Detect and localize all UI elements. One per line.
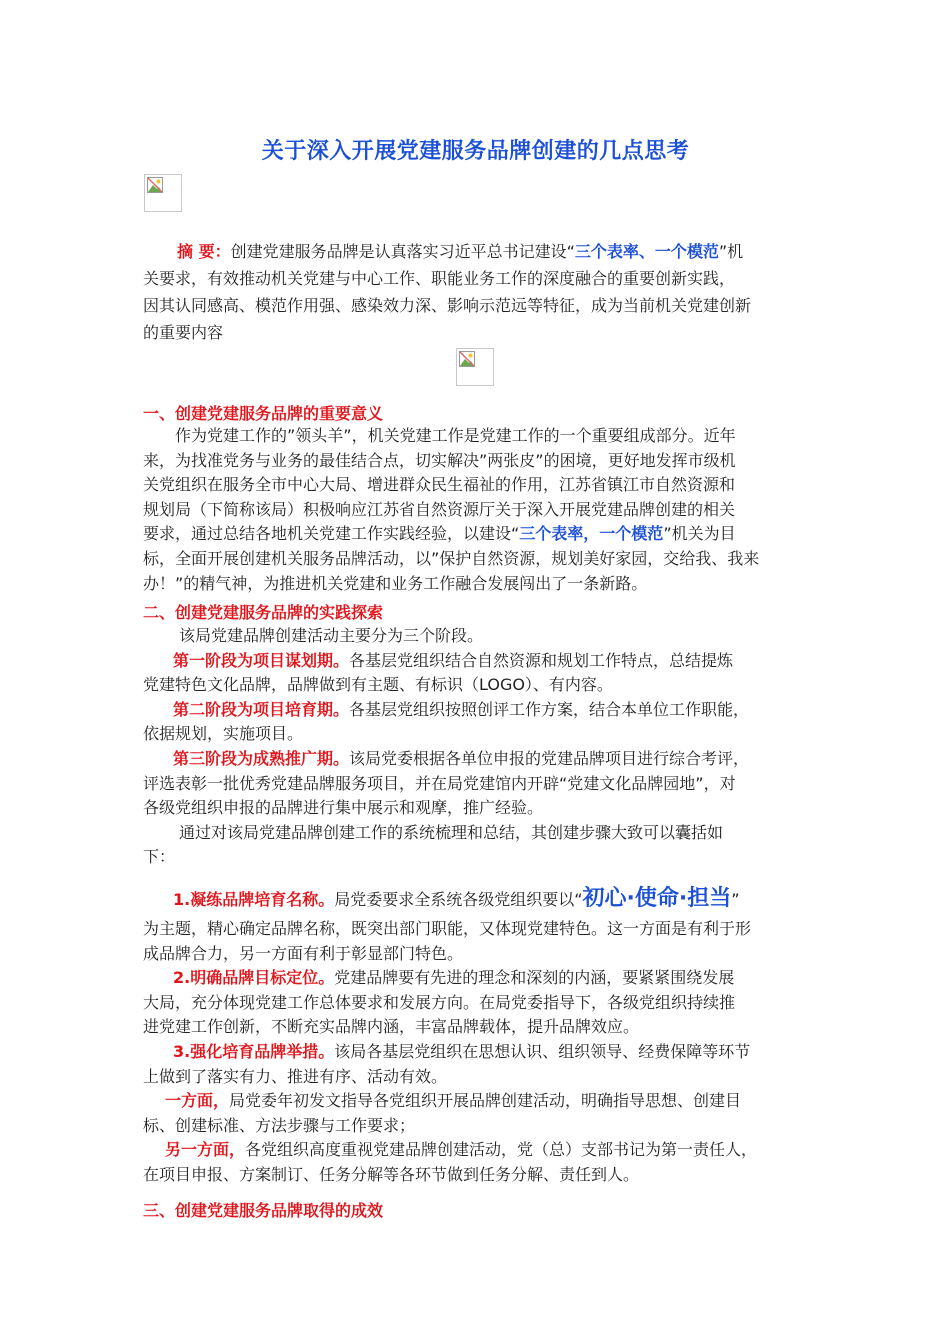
abstract-highlight: 三个表率、一个模范 — [574, 242, 719, 261]
section2-heading: 二、创建党建服务品牌的实践探索 — [143, 603, 384, 622]
abstract-line: 因其认同感高、模范作用强、感染效力深、影响示范远等特征，成为当前机关党建创新 — [143, 296, 752, 315]
steps-body: 1.凝练品牌培育名称。局党委要求全系统各级党组织要以“初心·使命·担当” 为主题，精心确定品牌名称，既突出部门职能，又体现党建特色。这一方面是有利于形 成品牌合力，另一方面有利于彰显部门特色。 2.明确品牌目标定位。党建品牌要有先进的理念和深刻的内涵，要紧紧围绕发展 大局，充分体现党建工作总体要求和发展方向。在局党委指导下，各级党组织持续推 进党建工作创新，不断充实品牌内涵，丰富品牌载体，提升品牌效应。 3.强化培育品牌举措。该局各基层党组织在思想认识、组织领导、经费保障等环节 上做到了落实有力、推进有序、活动有效。 一方面，局党委年初发文指导各党组织开展品牌创建活动，明确指导思想、创建目 标、创建标准、方法步骤与工作要求； 另一方面，各党组织高度重视党建品牌创建活动，党（总）支部书记为第一责任人， 在项目申报、方案制订、任务分解等各环节做到任务分解、责任到人。 — [143, 886, 758, 1184]
section2-body: 该局党建品牌创建活动主要分为三个阶段。 第一阶段为项目谋划期。各基层党组织结合自然资源和规划工作特点，总结提炼 党建特色文化品牌，品牌做到有主题、有标识（LOGO）、有内容。 第二阶段为项目培育期。各基层党组织按照创评工作方案，结合本单位工作职能， 依据规划，实施项目。 第三阶段为成熟推广期。该局党委根据各单位申报的党建品牌项目进行综合考评， 评选表彰一批优秀党建品牌服务项目，并在局党建馆内开辟“党建文化品牌园地”，对 各级党组织申报的品牌进行集中展示和观摩，推广经验。 通过对该局党建品牌创建工作的系统梳理和总结，其创建步骤大致可以囊括如 下： — [143, 626, 750, 867]
aspect-a-label: 一方面， — [165, 1091, 230, 1111]
abstract-line: 的重要内容 — [143, 323, 224, 342]
step1-label: 1.凝练品牌培育名称。 — [173, 890, 335, 909]
step2-label: 2.明确品牌目标定位。 — [173, 968, 335, 988]
broken-image-icon — [456, 348, 494, 386]
aspect-b-label: 另一方面， — [165, 1140, 246, 1160]
section1-heading: 一、创建党建服务品牌的重要意义 — [143, 404, 384, 423]
abstract-line: 关要求，有效推动机关党建与中心工作、职能业务工作的深度融合的重要创新实践， — [143, 269, 736, 288]
section3-heading: 三、创建党建服务品牌取得的成效 — [143, 1201, 384, 1220]
image-placeholder-glyph — [459, 351, 475, 367]
image-placeholder-glyph — [147, 177, 163, 193]
section1-highlight: 三个表率，一个模范 — [519, 524, 664, 544]
abstract-text: 创建党建服务品牌是认真落实习近平总书记建设“ — [230, 242, 575, 261]
step3-label: 3.强化培育品牌举措。 — [173, 1041, 335, 1061]
abstract-label: 摘 要： — [177, 242, 231, 261]
step1-highlight: 初心·使命·担当 — [582, 886, 732, 911]
stage2-label: 第二阶段为项目培育期。 — [173, 699, 350, 719]
document-title: 关于深入开展党建服务品牌创建的几点思考 — [261, 139, 690, 164]
section1-body: 作为党建工作的”领头羊”，机关党建工作是党建工作的一个重要组成部分。近年 来，为找准党务与业务的最佳结合点，切实解决”两张皮”的困境，更好地发挥市级机 关党组织在服务全市中心大局、增进群众民生福祉的作用，江苏省镇江市自然资源和 规划局（下简称该局）积极响应江苏省自然资源厅关于深入开展党建品牌创建的相关 要求，通过总结各地机关党建工作实践经验，以建设“三个表率，一个模范”机关为目 标，全面开展创建机关服务品牌活动，以”保护自然资源，规划美好家园，交给我、我来 办！”的精气神，为推进机关党建和业务工作融合发展闯出了一条新路。 — [143, 426, 760, 593]
broken-image-icon — [144, 174, 182, 212]
abstract: 摘 要：创建党建服务品牌是认真落实习近平总书记建设“三个表率、一个模范”机 关要求，有效推动机关党建与中心工作、职能业务工作的深度融合的重要创新实践， 因其认同感高、模范作用强、感染效力深、影响示范远等特征，成为当前机关党建创新 的重要内容 — [143, 238, 808, 346]
stage3-label: 第三阶段为成熟推广期。 — [173, 748, 350, 768]
stage1-label: 第一阶段为项目谋划期。 — [173, 650, 350, 670]
